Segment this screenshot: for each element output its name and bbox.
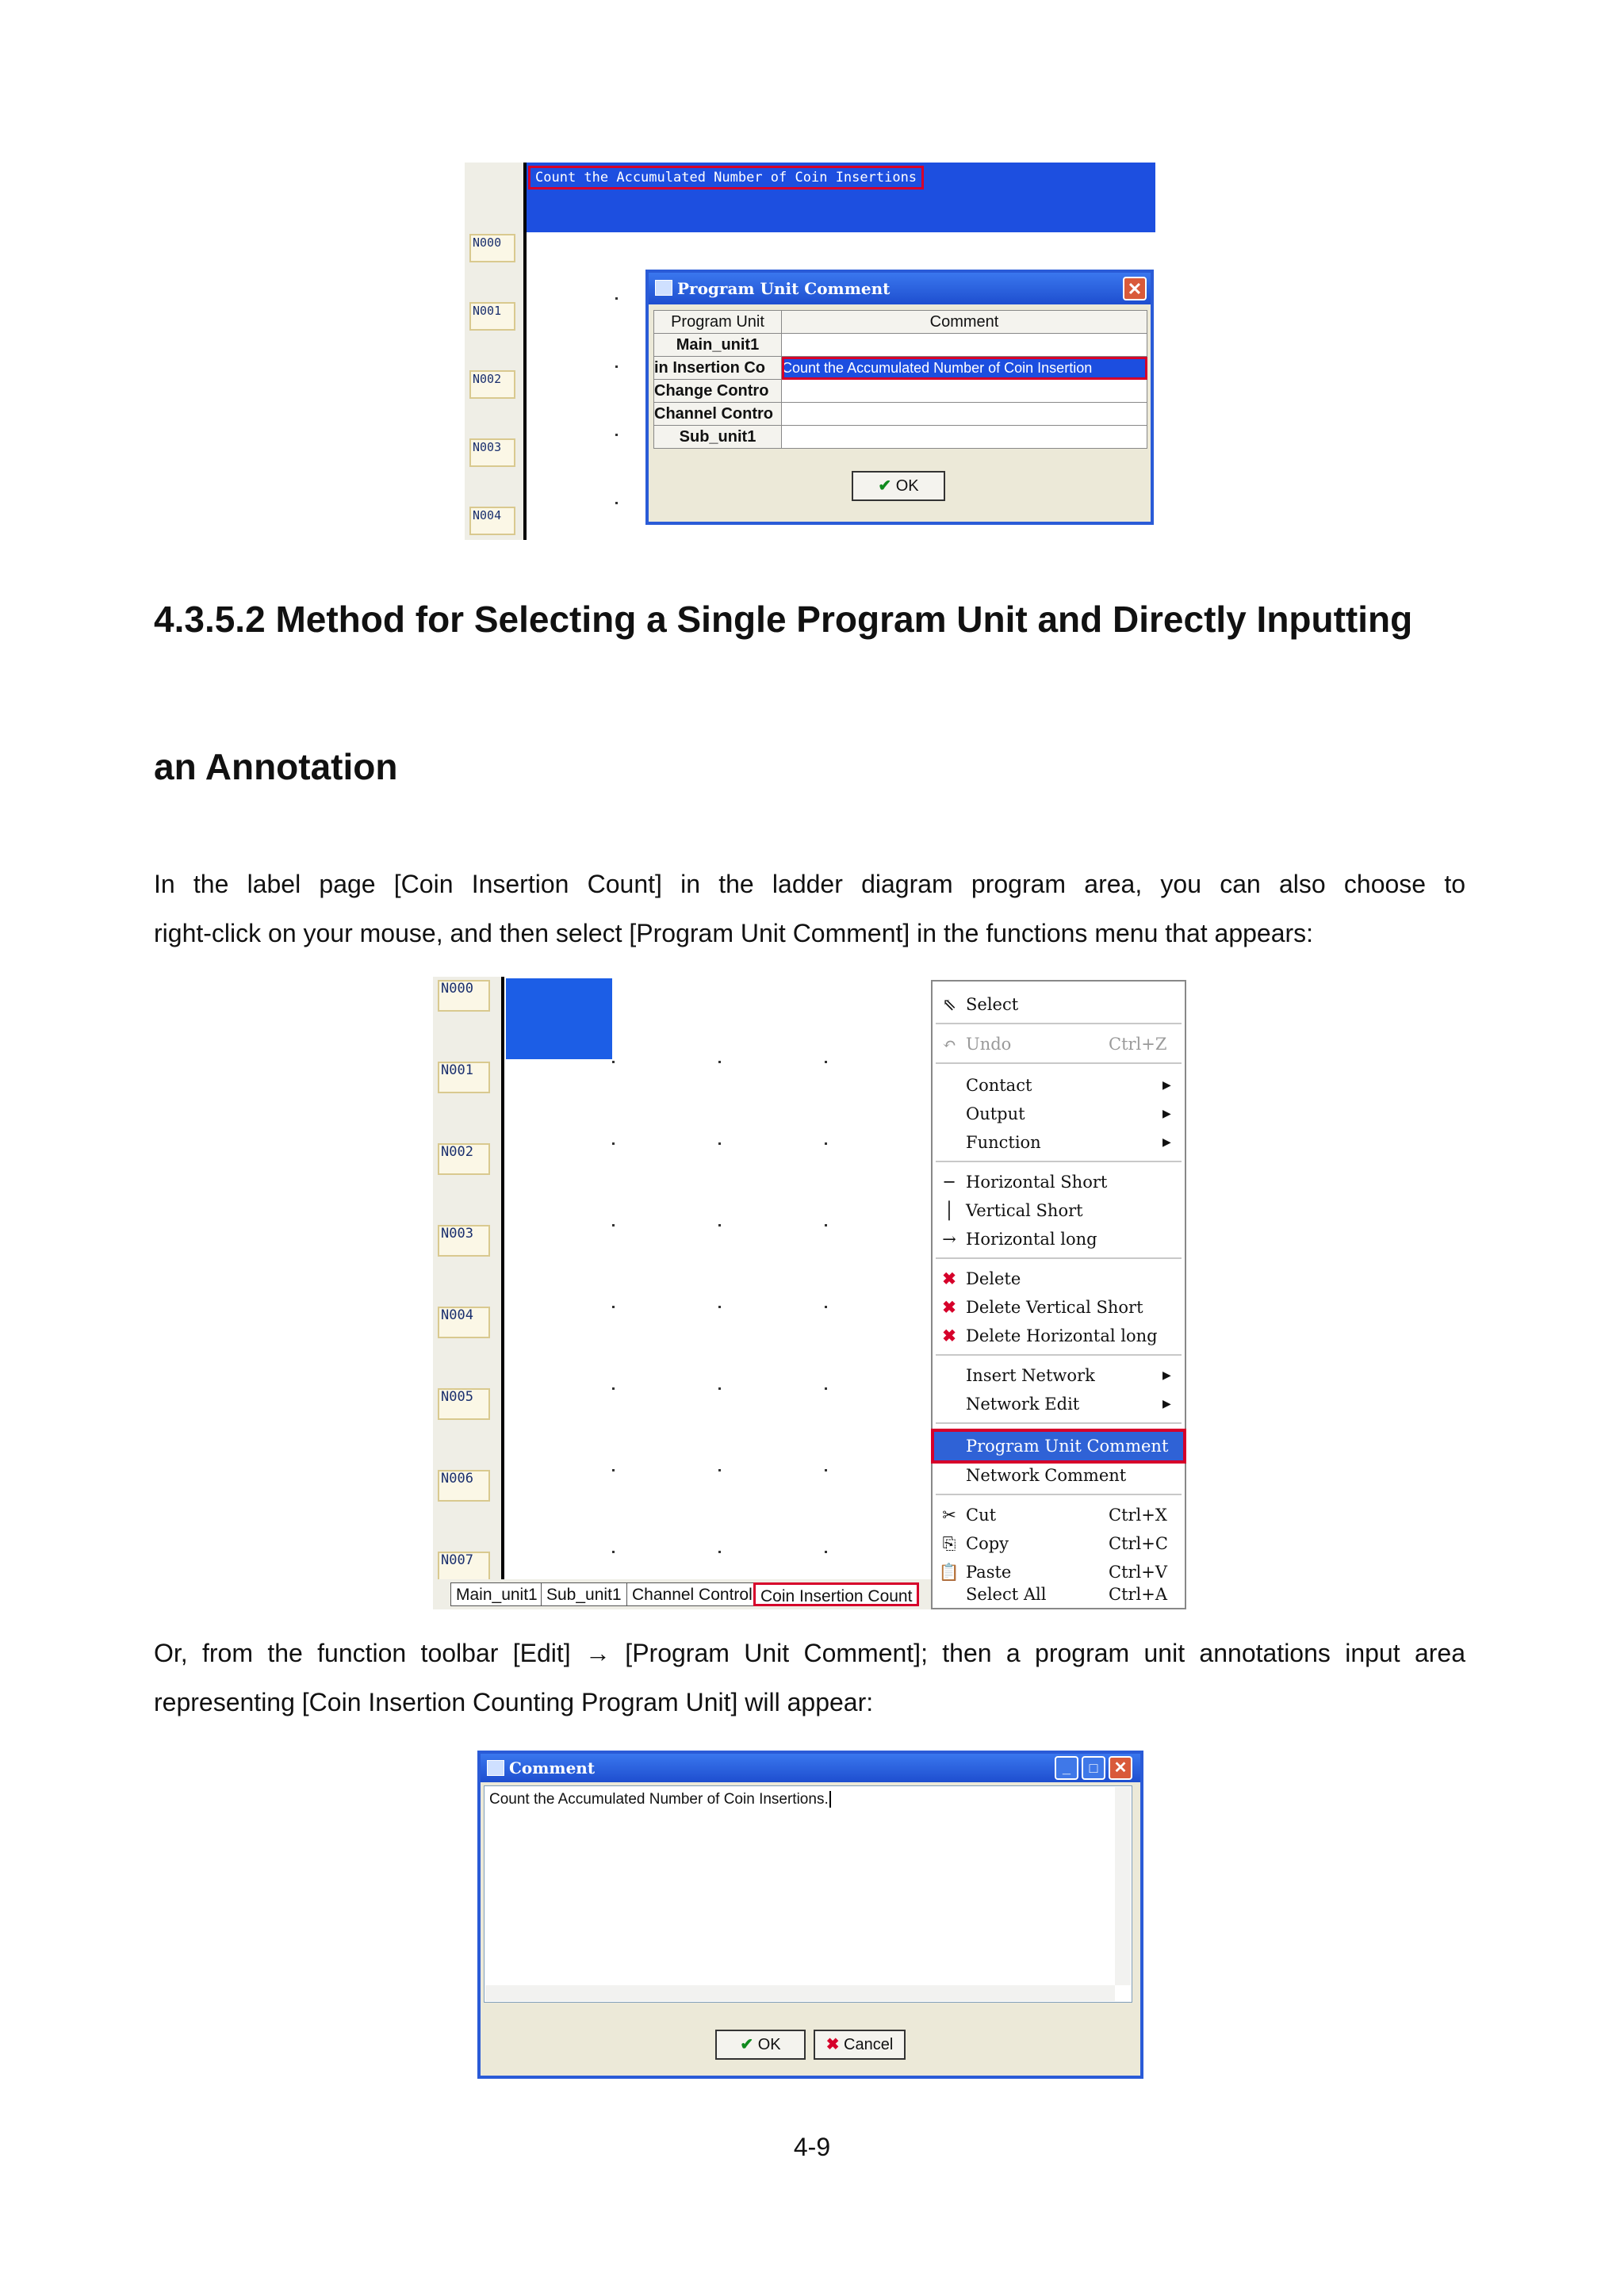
- horizontal-short-icon: ─: [944, 1173, 955, 1192]
- menu-item-insert-network[interactable]: [933, 1362, 1185, 1389]
- grid-dot: [825, 1224, 827, 1226]
- dialog-title: Program Unit Comment: [677, 279, 891, 298]
- comment-textarea[interactable]: [484, 1785, 1132, 2003]
- program-unit-tabs: [433, 1579, 931, 1609]
- menu-label: Vertical Short: [966, 1201, 1083, 1220]
- menu-item-program-unit-comment[interactable]: [933, 1430, 1185, 1462]
- figure-program-unit-comment-dialog: [465, 163, 1155, 540]
- comment-cell-selected[interactable]: Count the Accumulated Number of Coin Insertion: [782, 357, 1147, 380]
- rung-label: N004: [438, 1307, 490, 1338]
- delete-icon: ✖: [942, 1269, 956, 1288]
- grid-dot: [718, 1469, 721, 1471]
- grid-dot: [825, 1387, 827, 1390]
- rung-label: N004: [469, 507, 515, 535]
- menu-label: Cut: [966, 1506, 997, 1525]
- rung-label-column: [465, 163, 527, 540]
- menu-label: Select: [966, 995, 1019, 1014]
- comment-text: Count the Accumulated Number of Coin Insertions.: [489, 1791, 829, 1808]
- delete-horizontal-long-icon: ✖: [942, 1326, 956, 1345]
- grid-dot: [615, 502, 618, 504]
- menu-separator: [936, 1062, 1182, 1064]
- context-menu: [931, 980, 1186, 1609]
- menu-item-contact[interactable]: [933, 1072, 1185, 1099]
- program-unit-table: [653, 310, 1147, 449]
- rung-label: N005: [438, 1388, 490, 1420]
- menu-shortcut: Ctrl+X: [1109, 1506, 1167, 1525]
- comment-cell[interactable]: [782, 426, 1147, 449]
- paragraph-right-click: [154, 859, 1465, 958]
- menu-shortcut: Ctrl+Z: [1109, 1035, 1167, 1054]
- menu-label: Horizontal Short: [966, 1173, 1108, 1192]
- rung-label: N003: [469, 438, 515, 467]
- close-icon[interactable]: ✕: [1109, 1756, 1132, 1780]
- grid-dot: [825, 1061, 827, 1063]
- copy-icon: ⎘: [942, 1534, 956, 1553]
- comment-cell[interactable]: [782, 380, 1147, 403]
- column-header-program-unit: Program Unit: [654, 311, 782, 334]
- cancel-label: Cancel: [844, 2036, 894, 2053]
- menu-label: Network Edit: [966, 1395, 1080, 1414]
- grid-dot: [612, 1306, 615, 1308]
- menu-label: Network Comment: [966, 1466, 1127, 1485]
- grid-dot: [718, 1551, 721, 1553]
- rung-label: N000: [469, 234, 515, 262]
- grid-dot: [718, 1224, 721, 1226]
- tab-channel-control[interactable]: Channel Control: [626, 1582, 758, 1606]
- grid-dot: [825, 1142, 827, 1145]
- menu-label: Contact: [966, 1076, 1032, 1095]
- vertical-short-icon: │: [944, 1201, 955, 1220]
- tab-coin-insertion-count[interactable]: Coin Insertion Count: [753, 1582, 919, 1606]
- menu-item-copy[interactable]: [933, 1530, 1185, 1557]
- menu-item-cut[interactable]: [933, 1502, 1185, 1529]
- program-unit-cell[interactable]: Main_unit1: [654, 334, 782, 357]
- rung-label: N006: [438, 1470, 490, 1502]
- delete-vertical-short-icon: ✖: [942, 1297, 956, 1317]
- menu-item-select[interactable]: [933, 991, 1185, 1018]
- maximize-icon[interactable]: □: [1082, 1756, 1105, 1780]
- menu-label: Select All: [966, 1585, 1047, 1604]
- dialog-title-bar[interactable]: [649, 273, 1151, 304]
- undo-icon: ↶: [942, 1035, 956, 1054]
- menu-item-vertical-short[interactable]: [933, 1197, 1185, 1224]
- paste-icon: 📋: [938, 1563, 960, 1582]
- menu-item-undo[interactable]: [933, 1031, 1185, 1058]
- paragraph-toolbar-edit: [154, 1628, 1465, 1727]
- program-unit-comment-dialog: [645, 270, 1154, 525]
- program-unit-cell[interactable]: Change Contro: [654, 380, 782, 403]
- grid-dot: [825, 1551, 827, 1553]
- menu-separator: [936, 1023, 1182, 1024]
- paragraph-line: representing [Coin Insertion Counting Program Unit] will appear:: [154, 1688, 874, 1716]
- menu-label: Delete Horizontal long: [966, 1326, 1158, 1345]
- submenu-arrow-icon: ▶: [1162, 1398, 1171, 1410]
- dialog-title-bar[interactable]: [481, 1754, 1140, 1782]
- grid-dot: [612, 1142, 615, 1145]
- menu-label: Horizontal long: [966, 1230, 1097, 1249]
- table-row[interactable]: [654, 403, 1147, 426]
- grid-dot: [718, 1387, 721, 1390]
- rung-label: N002: [438, 1143, 490, 1175]
- menu-shortcut: Ctrl+A: [1109, 1585, 1168, 1604]
- grid-dot: [615, 297, 618, 300]
- menu-label: Delete Vertical Short: [966, 1298, 1143, 1317]
- menu-item-delete[interactable]: [933, 1265, 1185, 1292]
- menu-item-network-edit[interactable]: [933, 1391, 1185, 1418]
- section-heading-line2: an Annotation: [154, 746, 398, 787]
- menu-label: Undo: [966, 1035, 1012, 1054]
- banner-comment-text: Count the Accumulated Number of Coin Insertions: [528, 166, 924, 189]
- menu-separator: [936, 1354, 1182, 1356]
- ok-button[interactable]: [852, 471, 945, 501]
- pointer-icon: ⇖: [942, 995, 956, 1014]
- table-row[interactable]: [654, 380, 1147, 403]
- menu-item-select-all[interactable]: [933, 1581, 1185, 1608]
- program-unit-cell[interactable]: Channel Contro: [654, 403, 782, 426]
- grid-dot: [615, 434, 618, 436]
- menu-shortcut: Ctrl+C: [1109, 1534, 1168, 1553]
- ok-label: OK: [757, 2036, 781, 2053]
- menu-label: Delete: [966, 1269, 1021, 1288]
- selected-ladder-cell[interactable]: [506, 978, 612, 1059]
- table-row[interactable]: [654, 426, 1147, 449]
- comment-cell[interactable]: [782, 334, 1147, 357]
- menu-label: Program Unit Comment: [966, 1437, 1169, 1456]
- grid-dot: [718, 1306, 721, 1308]
- grid-dot: [615, 365, 618, 368]
- table-row[interactable]: [654, 357, 1147, 380]
- window-app-icon: [487, 1760, 504, 1776]
- menu-label: Paste: [966, 1563, 1012, 1582]
- submenu-arrow-icon: ▶: [1162, 1079, 1171, 1092]
- horizontal-scrollbar[interactable]: [485, 1985, 1115, 2001]
- grid-dot: [825, 1306, 827, 1308]
- column-header-comment: Comment: [782, 311, 1147, 334]
- rung-label: N003: [438, 1225, 490, 1257]
- menu-separator: [936, 1257, 1182, 1259]
- menu-separator: [936, 1161, 1182, 1162]
- dialog-title: Comment: [509, 1758, 596, 1777]
- menu-shortcut: Ctrl+V: [1109, 1563, 1168, 1582]
- cancel-x-icon: ✖: [825, 2036, 840, 2053]
- menu-separator: [936, 1422, 1182, 1424]
- grid-dot: [612, 1061, 615, 1063]
- submenu-arrow-icon: ▶: [1162, 1369, 1171, 1382]
- rung-label: N001: [469, 302, 515, 331]
- menu-item-delete-vertical-short[interactable]: [933, 1294, 1185, 1321]
- menu-item-horizontal-long[interactable]: [933, 1226, 1185, 1253]
- tab-sub-unit1[interactable]: Sub_unit1: [541, 1582, 627, 1606]
- window-app-icon: [655, 280, 672, 296]
- grid-dot: [825, 1469, 827, 1471]
- menu-label: Copy: [966, 1534, 1009, 1553]
- rung-label: N002: [469, 370, 515, 399]
- paragraph-line: right-click on your mouse, and then select [Program Unit Comment] in the functions menu that appears:: [154, 919, 1314, 947]
- rung-label: N001: [438, 1062, 490, 1093]
- menu-item-output[interactable]: [933, 1100, 1185, 1127]
- menu-item-delete-horizontal-long[interactable]: [933, 1322, 1185, 1349]
- menu-label: Insert Network: [966, 1366, 1095, 1385]
- comment-cell[interactable]: [782, 403, 1147, 426]
- scissors-icon: ✂: [942, 1506, 956, 1525]
- menu-item-network-comment[interactable]: [933, 1462, 1185, 1489]
- horizontal-long-icon: →: [942, 1230, 956, 1249]
- grid-dot: [612, 1387, 615, 1390]
- grid-dot: [612, 1469, 615, 1471]
- figure-context-menu: [433, 977, 1188, 1609]
- paragraph-line: Or, from the function toolbar [Edit] → [Program Unit Comment]; then a program unit annotations input area: [154, 1639, 1465, 1667]
- vertical-scrollbar[interactable]: [1115, 1787, 1131, 1985]
- ok-label: OK: [895, 477, 919, 495]
- page-number: 4-9: [793, 2133, 831, 2161]
- program-unit-cell[interactable]: Sub_unit1: [654, 426, 782, 449]
- grid-dot: [718, 1142, 721, 1145]
- text-cursor: [829, 1791, 831, 1808]
- menu-label: Output: [966, 1104, 1025, 1123]
- cancel-button[interactable]: [814, 2030, 906, 2060]
- checkmark-icon: ✔: [740, 2036, 754, 2053]
- program-unit-cell[interactable]: in Insertion Co: [654, 357, 782, 380]
- menu-label: Function: [966, 1133, 1041, 1152]
- checkmark-icon: ✔: [878, 477, 892, 495]
- submenu-arrow-icon: ▶: [1162, 1136, 1171, 1149]
- comment-dialog: [477, 1751, 1143, 2079]
- menu-item-horizontal-short[interactable]: [933, 1169, 1185, 1196]
- table-row[interactable]: [654, 334, 1147, 357]
- rung-label: N007: [438, 1552, 490, 1583]
- close-icon[interactable]: ✕: [1123, 277, 1147, 300]
- paragraph-line: In the label page [Coin Insertion Count] in the ladder diagram program area, you can also choose to: [154, 870, 1465, 898]
- menu-item-function[interactable]: [933, 1129, 1185, 1156]
- submenu-arrow-icon: ▶: [1162, 1108, 1171, 1120]
- grid-dot: [612, 1224, 615, 1226]
- section-heading-line1: 4.3.5.2 Method for Selecting a Single Program Unit and Directly Inputting: [154, 599, 1413, 640]
- grid-dot: [718, 1061, 721, 1063]
- menu-separator: [936, 1494, 1182, 1495]
- minimize-icon[interactable]: _: [1055, 1756, 1078, 1780]
- grid-dot: [612, 1551, 615, 1553]
- ok-button[interactable]: [715, 2030, 806, 2060]
- tab-main-unit1[interactable]: Main_unit1: [450, 1582, 543, 1606]
- rung-label: N000: [438, 980, 490, 1012]
